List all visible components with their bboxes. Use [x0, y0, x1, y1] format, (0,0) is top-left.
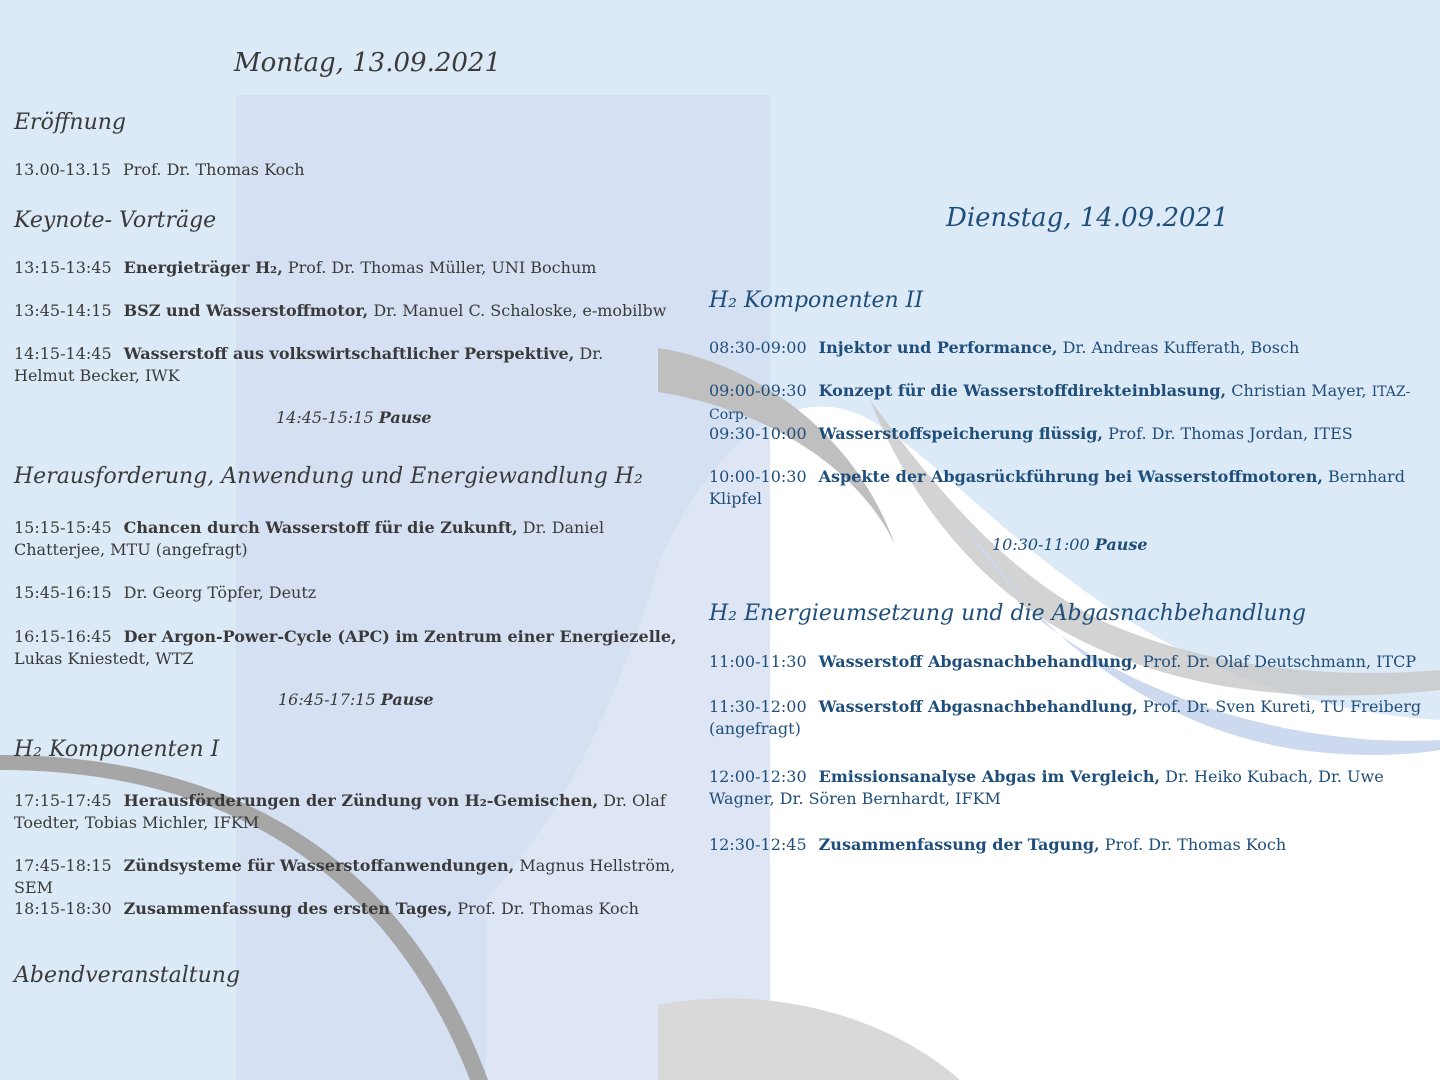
schedule-entry [14, 300, 684, 322]
section-heading-opening: Eröffnung [14, 110, 126, 135]
section-heading-challenges: Herausforderung, Anwendung und Energiewandlung H₂ [14, 464, 643, 489]
entry-title: Emissionsanalyse Abgas im Vergleich, [818, 767, 1161, 786]
entry-speaker: Prof. Dr. Thomas Koch [457, 899, 639, 918]
entry-time: 10:00-10:30 [709, 467, 807, 486]
schedule-entry [709, 380, 1434, 426]
entry-speaker: Dr. Olaf Toedter, Tobias Michler, IFKM [14, 791, 666, 832]
pause-time: 16:45-17:15 [278, 690, 376, 709]
schedule-entry [709, 337, 1429, 359]
entry-time: 09:30-10:00 [709, 424, 807, 443]
schedule-entry [14, 257, 684, 279]
entry-speaker: Bernhard Klipfel [709, 467, 1405, 508]
entry-speaker: Prof. Dr. Thomas Müller, UNI Bochum [287, 258, 597, 277]
entry-time: 12:00-12:30 [709, 767, 807, 786]
entry-speaker: Prof. Dr. Thomas Jordan, ITES [1108, 424, 1353, 443]
entry-time: 12:30-12:45 [709, 835, 807, 854]
schedule-entry [14, 855, 704, 899]
entry-title: Wasserstoff aus volkswirtschaftlicher Perspektive, [123, 344, 575, 363]
pause-word: Pause [380, 690, 434, 709]
entry-title: Energieträger H₂, [123, 258, 283, 277]
entry-title: Wasserstoff Abgasnachbehandlung, [818, 652, 1138, 671]
tuesday-title: Dienstag, 14.09.2021 [946, 203, 1229, 233]
entry-time: 11:30-12:00 [709, 697, 807, 716]
section-heading-keynotes: Keynote- Vorträge [14, 208, 217, 233]
entry-speaker: Christian Mayer, [1231, 381, 1367, 400]
schedule-entry [14, 898, 704, 920]
entry-organization: ITAZ-Corp. [709, 384, 1411, 423]
entry-title: Wasserstoffspeicherung flüssig, [818, 424, 1103, 443]
pause-time: 14:45-15:15 [276, 408, 374, 427]
entry-time: 16:15-16:45 [14, 627, 112, 646]
schedule-entry [709, 466, 1434, 510]
entry-title: Injektor und Performance, [818, 338, 1058, 357]
schedule-entry [709, 423, 1429, 445]
entry-time: 08:30-09:00 [709, 338, 807, 357]
pause-label [276, 408, 432, 427]
schedule-entry [14, 582, 684, 604]
schedule-entry [709, 651, 1429, 673]
entry-time: 14:15-14:45 [14, 344, 112, 363]
monday-title: Montag, 13.09.2021 [234, 48, 502, 78]
schedule-entry [14, 343, 664, 387]
entry-time: 13:15-13:45 [14, 258, 112, 277]
entry-time: 13.00-13.15 [14, 160, 112, 179]
entry-title: Der Argon-Power-Cycle (APC) im Zentrum einer Energiezelle, [123, 627, 677, 646]
schedule-entry [14, 626, 694, 670]
entry-speaker: Dr. Helmut Becker, IWK [14, 344, 604, 385]
pause-word: Pause [378, 408, 432, 427]
section-heading-aftertreatment: H₂ Energieumsetzung und die Abgasnachbehandlung [709, 601, 1306, 626]
entry-time: 17:45-18:15 [14, 856, 112, 875]
entry-title: BSZ und Wasserstoffmotor, [123, 301, 369, 320]
entry-title: Zusammenfassung des ersten Tages, [123, 899, 453, 918]
entry-speaker: Dr. Heiko Kubach, Dr. Uwe Wagner, Dr. Sören Bernhardt, IFKM [709, 767, 1384, 808]
schedule-entry [709, 696, 1429, 740]
section-heading-components-2: H₂ Komponenten II [709, 288, 924, 313]
entry-speaker: Prof. Dr. Thomas Koch [1104, 835, 1287, 854]
entry-title: Konzept für die Wasserstoffdirekteinblasung, [818, 381, 1227, 400]
entry-time: 11:00-11:30 [709, 652, 807, 671]
entry-speaker: Lukas Kniestedt, WTZ [14, 649, 194, 668]
schedule-entry [709, 766, 1399, 810]
pause-label [992, 535, 1148, 554]
entry-speaker: Dr. Georg Töpfer, Deutz [123, 583, 317, 602]
entry-time: 09:00-09:30 [709, 381, 807, 400]
section-heading-evening: Abendveranstaltung [14, 963, 241, 988]
schedule-entry [14, 790, 704, 834]
entry-time: 17:15-17:45 [14, 791, 112, 810]
entry-speaker: Magnus Hellström, SEM [14, 856, 676, 897]
schedule-entry [14, 159, 684, 181]
entry-speaker: Prof. Dr. Sven Kureti, TU Freiberg (angefragt) [709, 697, 1422, 738]
entry-title: Zusammenfassung der Tagung, [818, 835, 1100, 854]
entry-title: Herausförderungen der Zündung von H₂-Gemischen, [123, 791, 599, 810]
entry-title: Chancen durch Wasserstoff für die Zukunft, [123, 518, 518, 537]
entry-speaker: Dr. Daniel Chatterjee, MTU (angefragt) [14, 518, 605, 559]
pause-time: 10:30-11:00 [992, 535, 1090, 554]
entry-speaker: Prof. Dr. Olaf Deutschmann, ITCP [1142, 652, 1417, 671]
entry-time: 13:45-14:15 [14, 301, 112, 320]
section-heading-components-1: H₂ Komponenten I [14, 737, 220, 762]
entry-speaker: Prof. Dr. Thomas Koch [123, 160, 305, 179]
entry-time: 15:15-15:45 [14, 518, 112, 537]
entry-speaker: Dr. Andreas Kufferath, Bosch [1062, 338, 1300, 357]
entry-title: Aspekte der Abgasrückführung bei Wasserstoffmotoren, [818, 467, 1323, 486]
pause-label [278, 690, 434, 709]
entry-title: Wasserstoff Abgasnachbehandlung, [818, 697, 1138, 716]
entry-title: Zündsysteme für Wasserstoffanwendungen, [123, 856, 515, 875]
entry-time: 18:15-18:30 [14, 899, 112, 918]
schedule-entry [709, 834, 1429, 856]
entry-speaker: Dr. Manuel C. Schaloske, e-mobilbw [373, 301, 667, 320]
schedule-entry [14, 517, 674, 561]
pause-word: Pause [1094, 535, 1148, 554]
entry-time: 15:45-16:15 [14, 583, 112, 602]
